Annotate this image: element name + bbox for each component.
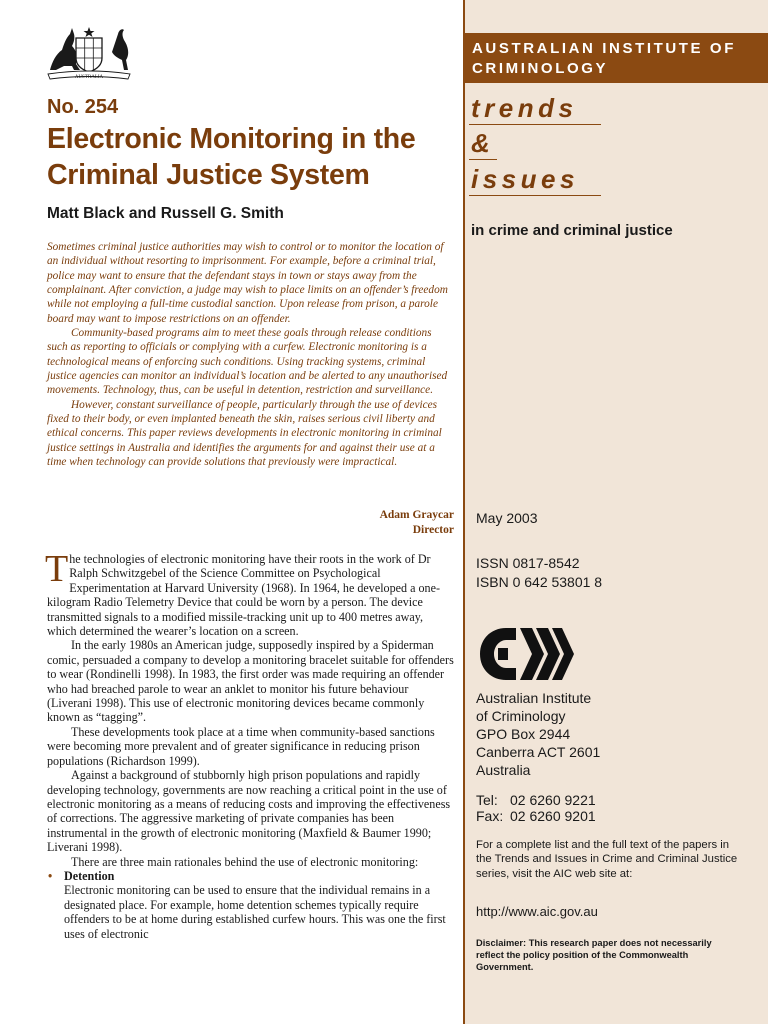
series-rule [469,195,601,196]
abstract-signature [300,508,454,538]
crest-label: AUSTRALIA [74,75,104,80]
body-paragraph: There are three main rationales behind the use of electronic monitoring: [71,854,419,869]
article-body [45,548,454,941]
bullet-text: Electronic monitoring can be used to ensure that the individual remains in a designated place. For example, home detention schemes typically require offenders to be at home during established curfew hours. This was one the first uses of electronic [64,883,446,941]
fax-label: Fax: [476,808,504,824]
postal-address [476,689,600,779]
telephone [476,792,596,808]
abstract [47,240,454,470]
address-line: Australia [476,762,531,778]
abstract-paragraph: Sometimes criminal justice authorities may wish to control or to monitor the location of an individual without resorting to imprisonment. For example, before a criminal trial, police may want to ensure that the defendant stays in town or stays away from the complainant. After conviction, a judge may wish to place limits on an offender’s freedom while not employing a full-time custodial sanction. Upon release from prison, a parole board may want to impose restrictions on an offender. [47,241,448,325]
publication-date: May 2003 [476,510,538,526]
website-link[interactable]: http://www.aic.gov.au [476,904,598,919]
body-paragraph: Against a background of stubbornly high prison populations and rapidly developing technology, governments are now reaching a critical point in the use of electronic monitoring as a means of reducing costs and improving the effectiveness of corrections. The aggressive marketing of private companies has been instrumental in the growth of electronic monitoring (Maxfield & Baumer 1990; Liverani 1998). [47,768,451,855]
signature-name: Adam Graycar [379,509,454,521]
series-rule [469,159,497,160]
issue-number: No. 254 [47,96,119,118]
series-title-issues: issues [471,164,579,194]
address-line: GPO Box 2944 [476,726,571,742]
series-rule [469,124,601,125]
disclaimer: Disclaimer: This research paper does not necessarily reflect the policy position of the Commonwealth Government. [476,938,712,972]
more-info-text: For a complete list and the full text of the papers in the Trends and Issues in Crime and Criminal Justice series, visit the AIC web site at: [476,839,738,880]
bullet-heading-text: Detention [64,868,115,883]
tel-label: Tel: [476,792,498,808]
bullet-heading [47,869,454,883]
body-paragraph: These developments took place at a time when community-based sanctions were becoming more prevalent and of greater significance in reducing prison populations (Richardson 1999). [47,724,435,768]
address-line: Canberra ACT 2601 [476,744,601,760]
bullet-icon: • [48,868,53,883]
body-paragraph [45,548,454,639]
fax-value: 02 6260 9201 [510,808,596,824]
tel-value: 02 6260 9221 [510,792,596,808]
series-subtitle: in crime and criminal justice [471,222,673,239]
issn: ISSN 0817-8542 [476,555,580,571]
signature-role: Director [412,524,454,536]
authors: Matt Black and Russell G. Smith [47,205,284,222]
drop-cap: T [45,548,69,590]
institute-name: AUSTRALIAN INSTITUTE OF CRIMINOLOGY [472,40,736,77]
fax [476,808,596,824]
aic-logo-icon [476,626,576,682]
body-text: he technologies of electronic monitoring have their roots in the work of Dr Ralph Schwitzgebel of the Science Committee on Psychological Experimentation at Harvard University (1968). In 1964, he developed a one-kilogram Radio Telemetry Device that could be worn by a person. The device transmitted signals to a modified missile-tracking unit up to 400 metres away, which determined the wearer’s location on a screen. [47,552,440,639]
abstract-paragraph: However, constant surveillance of people, particularly through the use of devices fixed to their body, or even implanted beneath the skin, raises serious civil liberty and ethical concerns. This paper reviews developments in electronic monitoring in criminal justice settings in Australia and identifies the arguments for and against their use at a time when technology can provide solutions that previously were impractical. [47,398,442,469]
series-title-and: & [471,128,495,158]
paper-title: Electronic Monitoring in the Criminal Justice System [47,123,416,191]
address-line: of Criminology [476,708,566,724]
abstract-paragraph: Community-based programs aim to meet these goals through release conditions such as reporting to officials or complying with a curfew. Electronic monitoring is a technological means of enforcing such conditions. Using tracking systems, criminal justice agencies can monitor an individual’s location and be alerted to any unauthorised movements. Technology, thus, can be useful in detention, restriction and surveillance. [47,327,448,397]
contact-numbers [476,792,596,824]
address-line: Australian Institute [476,690,592,706]
body-paragraph: In the early 1980s an American judge, supposedly inspired by a Spiderman comic, persuaded a company to develop a monitoring bracelet suitable for offenders to wear (Rondinelli 1998). In 1983, the first order was made requiring an offender who had breached parole to wear an anklet to monitor his future behaviour (Liverani 1998). This use of electronic monitoring devices became commonly known as “tagging”. [47,638,454,725]
coat-of-arms-icon [44,24,134,84]
isbn: ISBN 0 642 53801 8 [476,574,603,590]
series-title-trends: trends [471,93,578,123]
